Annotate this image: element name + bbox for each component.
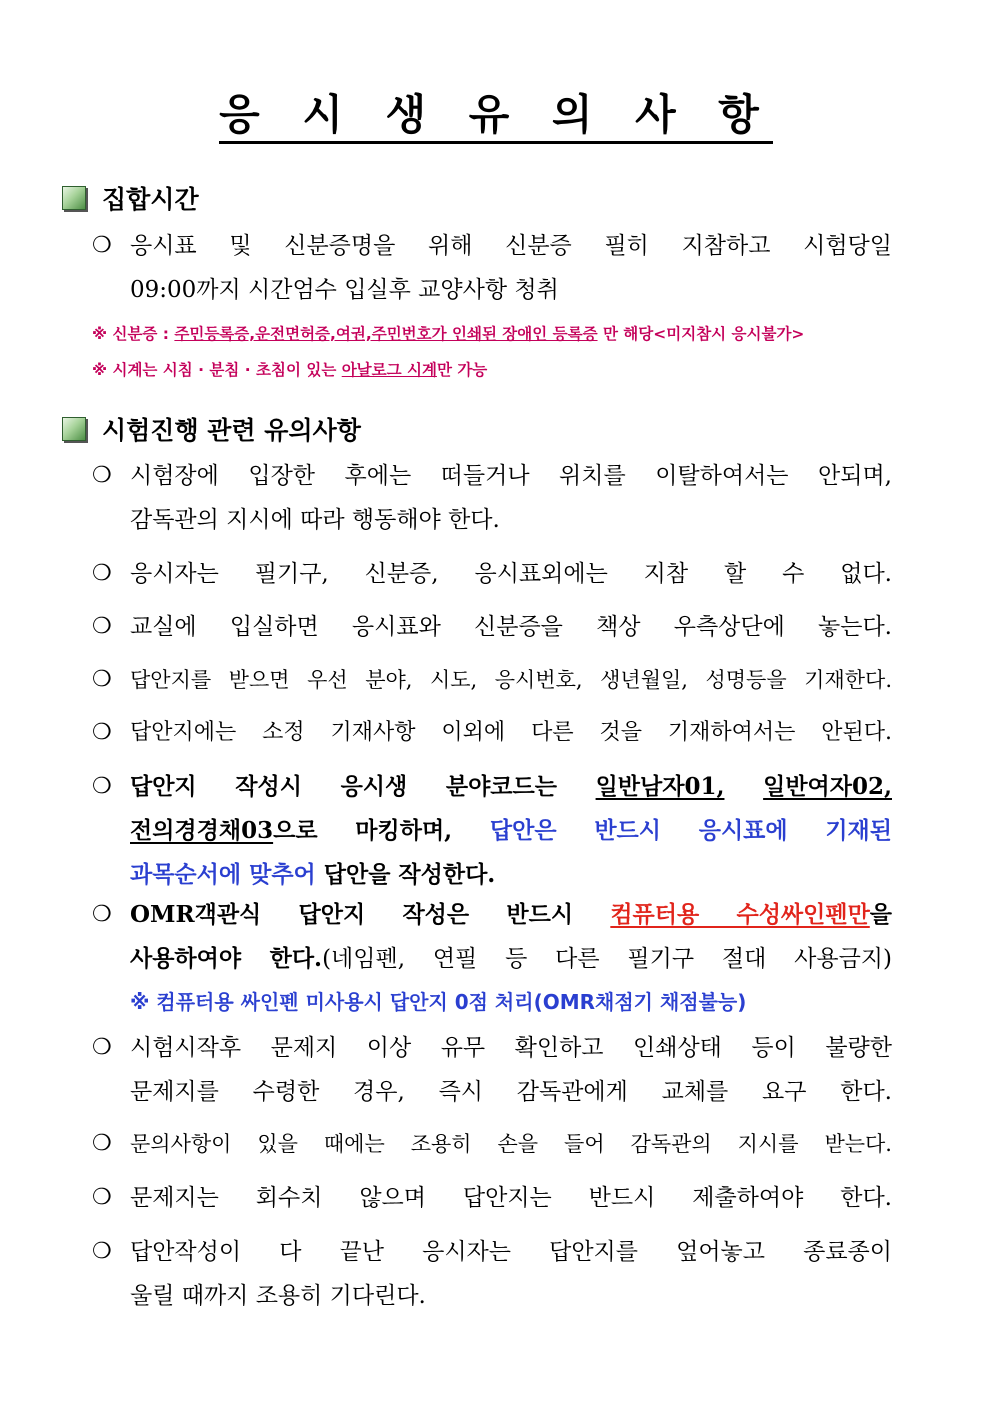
id-note: ※ 신분증 : 주민등록증,운전면허증,여권,주민번호가 인쇄된 장애인 등록증 만 해당<미지참시 응시불가> bbox=[92, 325, 805, 343]
circle-bullet-icon: ❍ bbox=[92, 667, 112, 692]
list-item: ❍ 답안작성이 다 끝난 응시자는 답안지를 엎어놓고 종료종이 울릴 때까지 조용히 기다린다. bbox=[92, 1230, 892, 1318]
list-item: ❍ 응시표 및 신분증명을 위해 신분증 필히 지참하고 시험당일 09:00까지 시간엄수 입실후 교양사항 청취 bbox=[92, 224, 892, 312]
section-heading-text: 시험진행 관련 유의사항 bbox=[102, 416, 361, 445]
circle-bullet-icon: ❍ bbox=[92, 614, 112, 639]
circle-bullet-icon: ❍ bbox=[92, 1185, 112, 1210]
circle-bullet-icon: ❍ bbox=[92, 1035, 112, 1060]
circle-bullet-icon: ❍ bbox=[92, 233, 112, 258]
circle-bullet-icon: ❍ bbox=[92, 720, 112, 745]
list-item: ❍ 응시자는 필기구, 신분증, 응시표외에는 지참 할 수 없다. bbox=[92, 552, 892, 596]
circle-bullet-icon: ❍ bbox=[92, 463, 112, 488]
omr-warning: ※ 컴퓨터용 싸인펜 미사용시 답안지 0점 처리(OMR채점기 채점불능) bbox=[130, 990, 747, 1014]
page-title: 응 시 생 유 의 사 항 bbox=[0, 82, 992, 142]
list-item-answer-code: ❍ 답안지 작성시 응시생 분야코드는 일반남자01, 일반여자02, 전의경경채03으로 마킹하며, 답안은 반드시 응시표에 기재된 과목순서에 맞추어 답안을 작성한다. bbox=[92, 765, 892, 897]
list-item: ❍ 답안지에는 소정 기재사항 이외에 다른 것을 기재하여서는 안된다. bbox=[92, 711, 892, 755]
green-square-icon bbox=[62, 417, 86, 441]
section-heading-exam-rules bbox=[62, 411, 361, 447]
list-item-omr: ❍ OMR객관식 답안지 작성은 반드시 컴퓨터용 수성싸인펜만을 사용하여야 한다.(네임펜, 연필 등 다른 필기구 절대 사용금지) bbox=[92, 893, 892, 981]
circle-bullet-icon: ❍ bbox=[92, 561, 112, 586]
circle-bullet-icon: ❍ bbox=[92, 902, 112, 927]
list-item: ❍ 교실에 입실하면 응시표와 신분증을 책상 우측상단에 놓는다. bbox=[92, 605, 892, 649]
list-item: ❍ 답안지를 받으면 우선 분야, 시도, 응시번호, 생년월일, 성명등을 기재한다. bbox=[92, 658, 892, 702]
list-item: ❍ 시험장에 입장한 후에는 떠들거나 위치를 이탈하여서는 안되며, 감독관의 지시에 따라 행동해야 한다. bbox=[92, 454, 892, 542]
section-heading-text: 집합시간 bbox=[102, 185, 199, 214]
watch-note: ※ 시계는 시침 · 분침 · 초침이 있는 아날로그 시계만 가능 bbox=[92, 361, 488, 379]
green-square-icon bbox=[62, 186, 86, 210]
section-heading-gathering-time bbox=[62, 180, 199, 216]
circle-bullet-icon: ❍ bbox=[92, 1131, 112, 1156]
list-item: ❍ 시험시작후 문제지 이상 유무 확인하고 인쇄상태 등이 불량한 문제지를 수령한 경우, 즉시 감독관에게 교체를 요구 한다. bbox=[92, 1026, 892, 1114]
list-item: ❍ 문의사항이 있을 때에는 조용히 손을 들어 감독관의 지시를 받는다. bbox=[92, 1122, 892, 1166]
list-item: ❍ 문제지는 회수치 않으며 답안지는 반드시 제출하여야 한다. bbox=[92, 1176, 892, 1220]
circle-bullet-icon: ❍ bbox=[92, 774, 112, 799]
circle-bullet-icon: ❍ bbox=[92, 1239, 112, 1264]
